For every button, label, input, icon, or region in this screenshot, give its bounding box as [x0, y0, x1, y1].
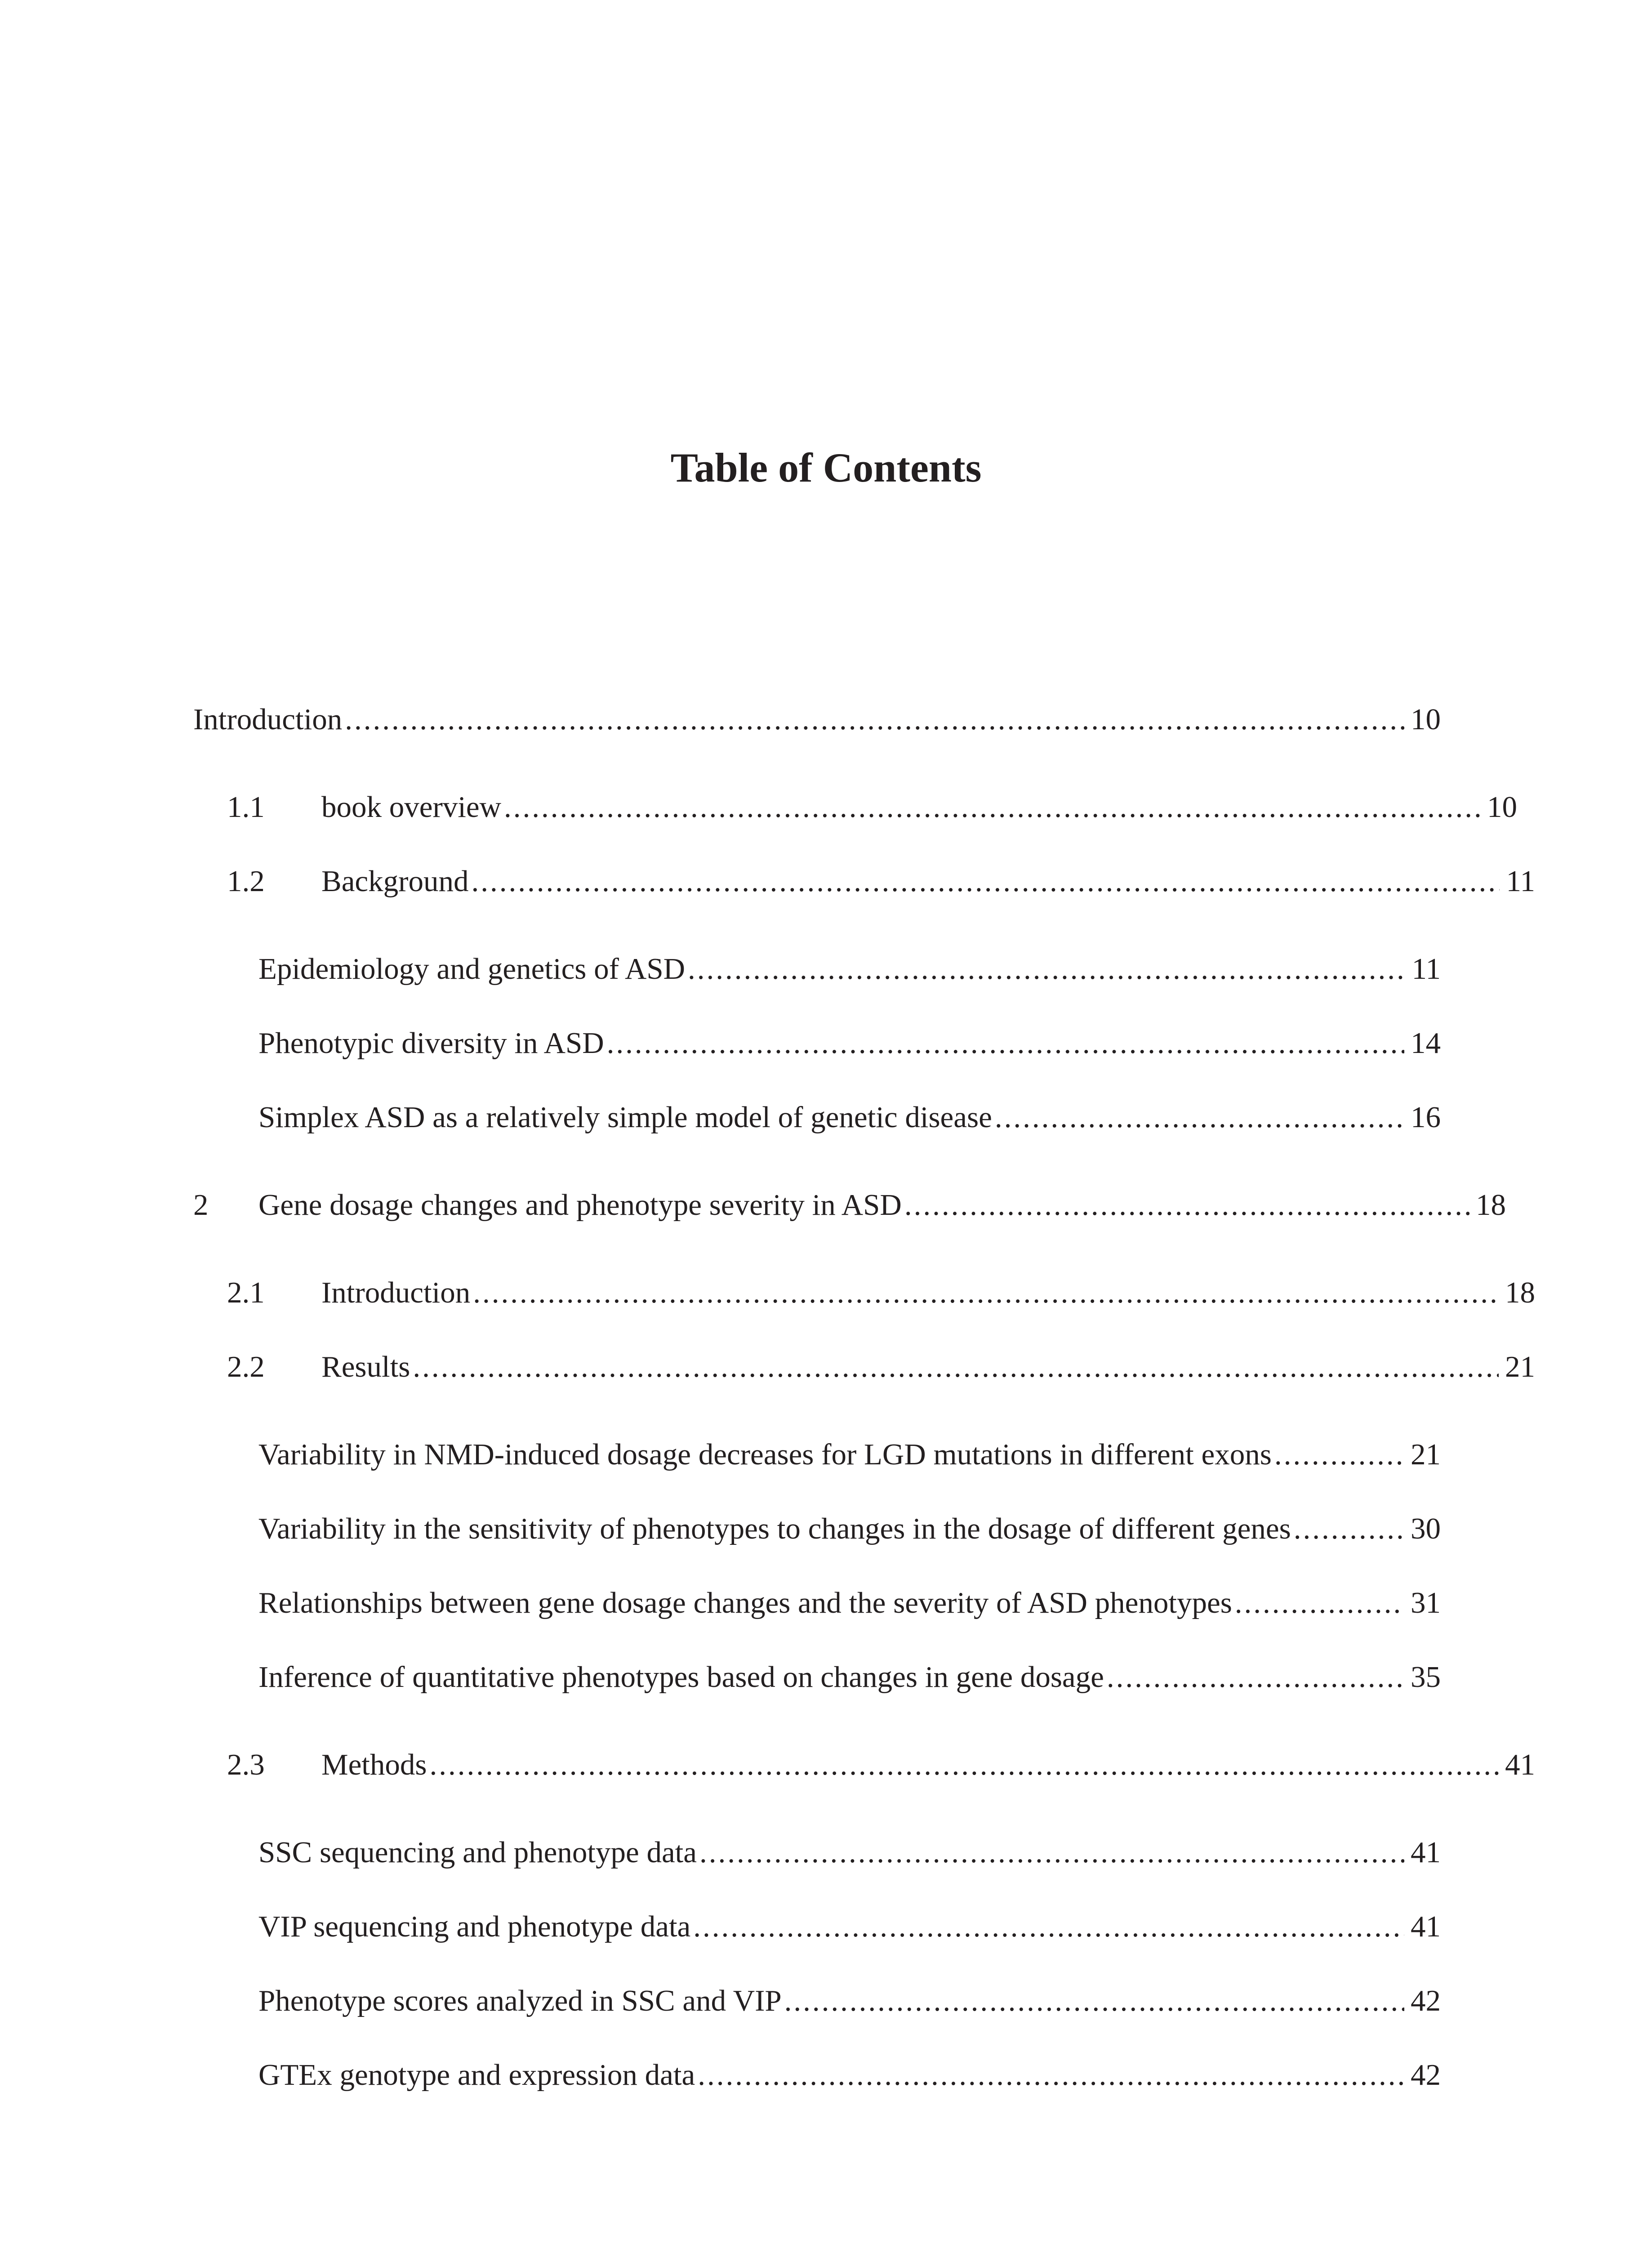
toc-page-number: 11: [1506, 865, 1535, 898]
toc-entry-title: book overview: [321, 790, 502, 824]
dot-leader: [784, 1978, 1404, 2023]
toc-entry-introduction[interactable]: [193, 697, 1441, 742]
dot-leader: [688, 946, 1405, 991]
toc-entry-2-2[interactable]: [227, 1344, 1535, 1389]
toc-entry-relationships[interactable]: [258, 1580, 1441, 1625]
dot-leader: [1235, 1580, 1404, 1625]
dot-leader: [1107, 1655, 1404, 1699]
toc-section-number: 1.2: [227, 865, 265, 898]
toc-page-number: 41: [1411, 1910, 1441, 1943]
toc-entry-sensitivity-variability[interactable]: [258, 1506, 1441, 1551]
toc-entry-1-2[interactable]: [227, 859, 1535, 904]
toc-page-number: 18: [1476, 1188, 1506, 1222]
toc-entry-title: Results: [321, 1350, 410, 1383]
toc-entry-title: SSC sequencing and phenotype data: [258, 1836, 697, 1869]
dot-leader: [698, 2052, 1404, 2097]
toc-section-number: 2: [193, 1188, 209, 1222]
dot-leader: [1274, 1432, 1404, 1477]
toc-page-number: 14: [1411, 1026, 1441, 1060]
toc-page-number: 21: [1505, 1350, 1535, 1383]
toc-section-number: 2.1: [227, 1276, 265, 1309]
dot-leader: [430, 1742, 1499, 1787]
toc-entry-nmd-variability[interactable]: [258, 1432, 1441, 1477]
toc-entry-phenotypic-diversity[interactable]: [258, 1021, 1441, 1066]
toc-page-number: 42: [1411, 2058, 1441, 2092]
toc-entry-title: Phenotypic diversity in ASD: [258, 1026, 604, 1060]
toc-entry-title: Simplex ASD as a relatively simple model of genetic disease: [258, 1101, 992, 1134]
toc-entry-title: Variability in NMD-induced dosage decreases for LGD mutations in different exons: [258, 1438, 1272, 1471]
toc-entry-title: Methods: [321, 1748, 427, 1781]
toc-section-number: 2.3: [227, 1748, 265, 1781]
dot-leader: [1294, 1506, 1404, 1551]
toc-entry-title: Inference of quantitative phenotypes based on changes in gene dosage: [258, 1660, 1104, 1694]
toc-section-number: 2.2: [227, 1350, 265, 1383]
dot-leader: [504, 785, 1481, 830]
dot-leader: [413, 1344, 1499, 1389]
toc-entry-phenotype-scores[interactable]: [258, 1978, 1441, 2023]
toc-entry-1-1[interactable]: [227, 785, 1517, 830]
toc-entry-title: Background: [321, 865, 469, 898]
toc-entry-title: Epidemiology and genetics of ASD: [258, 952, 686, 986]
toc-entry-simplex-asd[interactable]: [258, 1095, 1441, 1140]
toc-entry-ssc-sequencing[interactable]: [258, 1830, 1441, 1875]
toc-entry-title: VIP sequencing and phenotype data: [258, 1910, 691, 1943]
dot-leader: [699, 1830, 1404, 1875]
dot-leader: [471, 859, 1500, 904]
toc-page-number: 10: [1487, 790, 1517, 824]
toc-entry-inference[interactable]: [258, 1655, 1441, 1699]
dot-leader: [345, 697, 1404, 742]
toc-page-number: 41: [1505, 1748, 1535, 1781]
toc-page-number: 31: [1411, 1586, 1441, 1619]
toc-section-number: 1.1: [227, 790, 265, 824]
toc-entry-epidemiology[interactable]: [258, 946, 1441, 991]
toc-entry-title: Relationships between gene dosage changes and the severity of ASD phenotypes: [258, 1586, 1232, 1619]
dot-leader: [693, 1904, 1404, 1949]
toc-entry-2-3[interactable]: [227, 1742, 1535, 1787]
toc-page-number: 35: [1411, 1660, 1441, 1694]
toc-entry-title: Introduction: [321, 1276, 471, 1309]
dot-leader: [904, 1182, 1469, 1227]
dot-leader: [473, 1270, 1499, 1315]
toc-page-number: 11: [1412, 952, 1441, 986]
toc-page-number: 10: [1411, 703, 1441, 736]
toc-entry-2[interactable]: [193, 1182, 1506, 1227]
toc-entry-vip-sequencing[interactable]: [258, 1904, 1441, 1949]
toc-page-number: 21: [1411, 1438, 1441, 1471]
toc-page-number: 42: [1411, 1984, 1441, 2017]
toc-entry-title: Phenotype scores analyzed in SSC and VIP: [258, 1984, 782, 2017]
toc-page-number: 30: [1411, 1512, 1441, 1545]
page-title: Table of Contents: [670, 445, 982, 491]
toc-entry-title: GTEx genotype and expression data: [258, 2058, 695, 2092]
toc-page-number: 41: [1411, 1836, 1441, 1869]
toc-entry-2-1[interactable]: [227, 1270, 1535, 1315]
dot-leader: [607, 1021, 1404, 1066]
toc-entry-gtex[interactable]: [258, 2052, 1441, 2097]
dot-leader: [995, 1095, 1404, 1140]
toc-entry-title: Introduction: [193, 703, 343, 736]
toc-entry-title: Gene dosage changes and phenotype severity in ASD: [258, 1188, 902, 1222]
toc-page-number: 16: [1411, 1101, 1441, 1134]
toc-entry-title: Variability in the sensitivity of phenotypes to changes in the dosage of different genes: [258, 1512, 1291, 1545]
toc-page-number: 18: [1505, 1276, 1535, 1309]
